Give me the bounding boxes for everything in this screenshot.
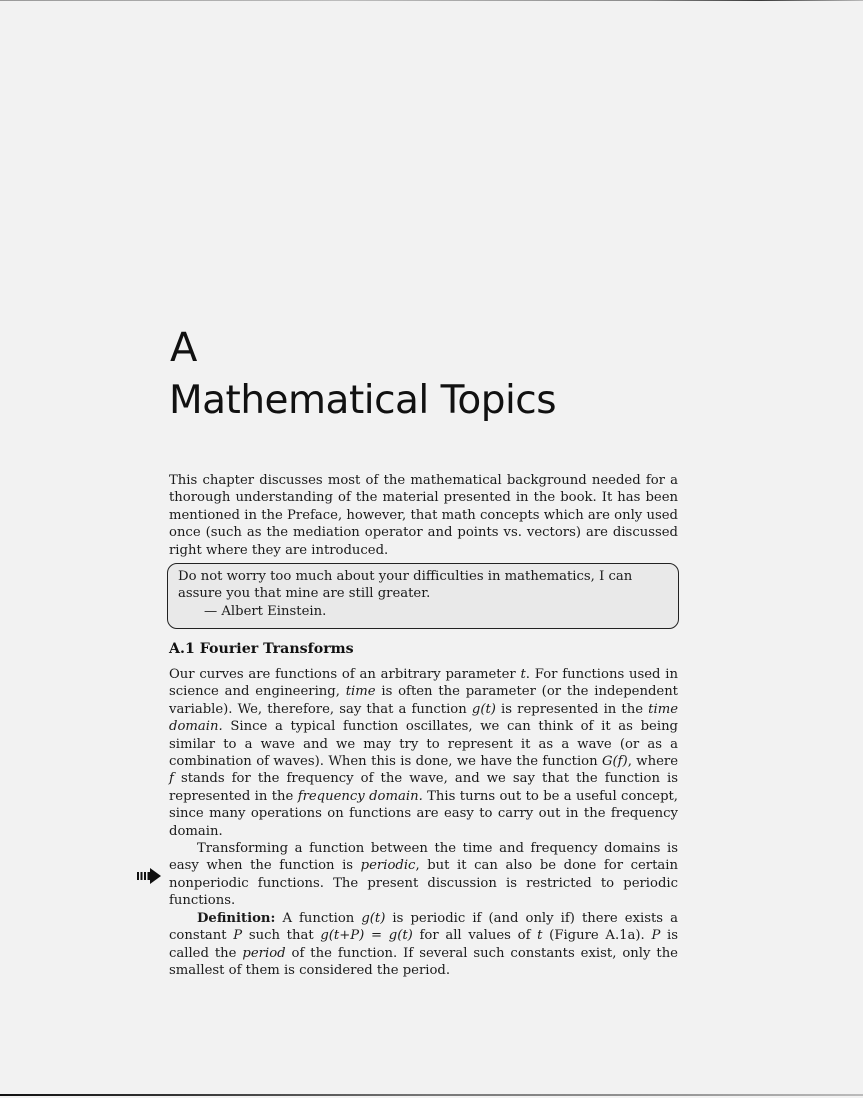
- text-run: , but it can also be done for certain nonperiodic functions. The present discussion is restricted to periodic functions.: [169, 858, 678, 909]
- text-run: such that: [242, 928, 321, 944]
- math-expr: g(t): [471, 701, 496, 717]
- paragraph-transforming: [169, 840, 678, 910]
- paragraph-definition: [169, 910, 678, 980]
- chapter-letter: A: [170, 325, 198, 371]
- definition-label: Definition:: [197, 910, 276, 926]
- emphasis: time domain.: [169, 701, 678, 735]
- math-expr: g(t): [361, 910, 386, 926]
- math-expr: G(f): [602, 754, 628, 770]
- text-run: This turns out to be a useful concept, since many operations on functions are easy to carry out in the frequency domain.: [169, 788, 678, 839]
- quote-box: [167, 563, 679, 629]
- math-var: t: [537, 928, 543, 944]
- math-var: P: [651, 928, 661, 944]
- margin-arrow-icon: [137, 868, 163, 884]
- paragraph-fourier-intro: [169, 666, 678, 840]
- text-run: . For functions used in science and engineering,: [169, 667, 679, 700]
- text-run: Our curves are functions of an arbitrary parameter: [169, 667, 521, 682]
- emphasis: time: [345, 684, 376, 700]
- text-run: of the function. If several such constants exist, only the smallest of them is considered the period.: [169, 945, 678, 978]
- text-run: , where: [627, 754, 679, 770]
- math-expr: g(t+P) = g(t): [320, 928, 413, 944]
- text-run: Since a typical function oscillates, we can think of it as being similar to a wave and we may try to represent it as a wave (or as a combination of waves). When this is done, we have the function: [169, 719, 678, 770]
- text-run: A function: [275, 910, 362, 926]
- section-heading: A.1 Fourier Transforms: [169, 641, 354, 657]
- text-run: is called the: [169, 928, 679, 961]
- emphasis: frequency domain.: [297, 788, 423, 804]
- math-var: t: [520, 667, 526, 682]
- quote-text: Do not worry too much about your difficulties in mathematics, I can assure you that mine are still greater.: [178, 569, 633, 602]
- math-var: P: [233, 928, 243, 944]
- text-run: Transforming a function between the time and frequency domains is easy when the function is: [169, 841, 678, 874]
- chapter-title: Mathematical Topics: [169, 378, 557, 423]
- intro-paragraph: This chapter discusses most of the mathematical background needed for a thorough understanding of the material presented in the book. It has been mentioned in the Preface, however, that math concepts which are only used once (such as the mediation operator and points vs. vectors) are discussed right where they are introduced.: [169, 473, 678, 558]
- quote-author: — Albert Einstein.: [204, 603, 327, 619]
- text-run: is periodic if (and only if) there exists a constant: [169, 910, 678, 944]
- text-run: stands for the frequency of the wave, and we say that the function is represented in the: [169, 771, 678, 804]
- page-top-edge: [0, 0, 863, 1]
- page-bottom-edge: [0, 1094, 863, 1096]
- text-run: is often the parameter (or the independent variable). We, therefore, say that a function: [169, 684, 678, 717]
- emphasis: periodic: [360, 858, 416, 874]
- math-var: f: [169, 771, 174, 787]
- text-run: for all values of: [412, 928, 538, 944]
- text-run: (Figure A.1a).: [542, 928, 652, 944]
- text-run: is represented in the: [495, 701, 649, 717]
- section-body: [169, 666, 678, 979]
- emphasis: period: [242, 945, 286, 961]
